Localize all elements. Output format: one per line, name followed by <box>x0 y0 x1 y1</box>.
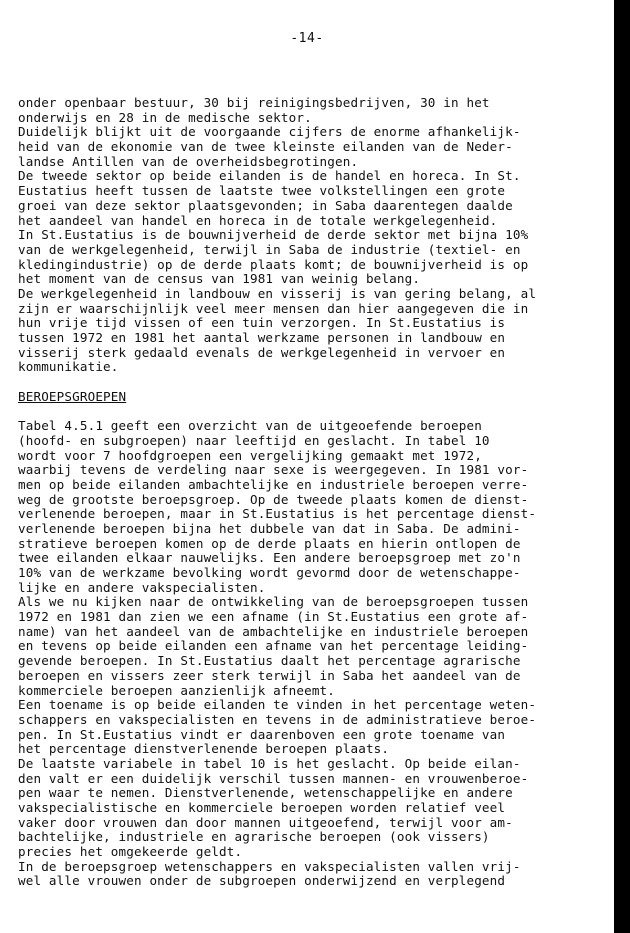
text-line: De werkgelegenheid in landbouw en visserij is van gering belang, al <box>18 285 537 301</box>
text-line: (hoofd- en subgroepen) naar leeftijd en geslacht. In tabel 10 <box>18 432 490 448</box>
text-line: Duidelijk blijkt uit de voorgaande cijfers de enorme afhankelijk- <box>18 124 521 140</box>
text-line: onder openbaar bestuur, 30 bij reinigingsbedrijven, 30 in het <box>18 95 490 110</box>
paragraph-occupations <box>18 419 603 889</box>
text-line: 1972 en 1981 dan zien we een afname (in St.Eustatius een grote af- <box>18 609 529 625</box>
page-number: -14- <box>290 31 324 46</box>
section-heading: BEROEPSGROEPEN <box>18 388 127 404</box>
text-line: In de beroepsgroep wetenschappers en vakspecialisten vallen vrij- <box>18 858 521 874</box>
blank-line <box>18 375 603 390</box>
text-line: twee eilanden elkaar nauwelijks. Een andere beroepsgroep met zo'n <box>18 550 521 566</box>
text-line: van de werkgelegenheid, terwijl in Saba de industrie (textiel- en <box>18 241 521 257</box>
text-line: stratieve beroepen komen op de derde plaats en hierin ontlopen de <box>18 535 521 551</box>
text-line: het percentage dienstverlenende beroepen plaats. <box>18 741 390 757</box>
text-line: kommunikatie. <box>18 359 119 375</box>
text-line: waarbij tevens de verdeling naar sexe is weergegeven. In 1981 vor- <box>18 462 529 478</box>
text-line: vakspecialistische en kommerciele beroepen worden relatief veel <box>18 800 506 815</box>
text-line: zijn er waarschijnlijk veel meer mensen dan hier aangegeven die in <box>18 300 529 316</box>
paragraph-economy <box>18 96 603 375</box>
text-line: kommerciele beroepen aanzienlijk afneemt. <box>18 682 336 698</box>
text-line: den valt er een duidelijk verschil tussen mannen- en vrouwenberoe- <box>18 770 529 786</box>
text-line: verlenende beroepen bijna het dubbele van dat in Saba. De admini- <box>18 520 521 536</box>
text-line: vaker door vrouwen dan door mannen uitgeoefend, terwijl voor am- <box>18 814 513 830</box>
text-line: verlenende beroepen, maar in St.Eustatius is het percentage dienst- <box>18 506 537 522</box>
text-line: onderwijs en 28 in de medische sektor. <box>18 109 312 125</box>
text-body <box>18 96 603 889</box>
text-line: De tweede sektor op beide eilanden is de handel en horeca. In St. <box>18 168 521 184</box>
text-line: lijke en andere vakspecialisten. <box>18 579 266 595</box>
text-line: pen waar te nemen. Dienstverlenende, wetenschappelijke en andere <box>18 785 513 801</box>
text-line: visserij sterk gedaald evenals de werkgelegenheid in vervoer en <box>18 344 506 360</box>
text-line: Een toename is op beide eilanden te vinden in het percentage weten- <box>18 697 537 713</box>
text-line: wel alle vrouwen onder de subgroepen onderwijzend en verplegend <box>18 873 506 889</box>
text-line: pen. In St.Eustatius vindt er daarenboven een grote toename van <box>18 726 506 742</box>
text-line: kledingindustrie) op de derde plaats komt; de bouwnijverheid is op <box>18 256 529 272</box>
text-line: en tevens op beide eilanden een afname van het percentage leiding- <box>18 638 529 654</box>
text-line: tussen 1972 en 1981 het aantal werkzame personen in landbouw en <box>18 330 506 345</box>
text-line: Als we nu kijken naar de ontwikkeling van de beroepsgroepen tussen <box>18 594 529 610</box>
blank-line <box>18 404 603 419</box>
text-line: men op beide eilanden ambachtelijke en industriele beroepen verre- <box>18 476 529 492</box>
text-line: In St.Eustatius is de bouwnijverheid de derde sektor met bijna 10% <box>18 227 529 243</box>
text-line: weg de grootste beroepsgroep. Op de tweede plaats komen de dienst- <box>18 491 529 507</box>
text-line: hun vrije tijd vissen of een tuin verzorgen. In St.Eustatius is <box>18 315 506 331</box>
text-line: Eustatius heeft tussen de laatste twee volkstellingen een grote <box>18 183 506 199</box>
text-line: bachtelijke, industriele en agrarische beroepen (ook vissers) <box>18 829 490 845</box>
text-line: name) van het aandeel van de ambachtelijke en industriele beroepen <box>18 623 529 639</box>
text-line: gevende beroepen. In St.Eustatius daalt het percentage agrarische <box>18 653 521 669</box>
text-line: De laatste variabele in tabel 10 is het geslacht. Op beide eilan- <box>18 755 521 771</box>
text-line: landse Antillen van de overheidsbegrotingen. <box>18 153 359 169</box>
text-line: 10% van de werkzame bevolking wordt gevormd door de wetenschappe- <box>18 565 521 580</box>
text-line: beroepen en vissers zeer sterk terwijl in Saba het aandeel van de <box>18 667 521 683</box>
text-line: het aandeel van handel en horeca in de totale werkgelegenheid. <box>18 212 498 228</box>
text-line: Tabel 4.5.1 geeft een overzicht van de uitgeoefende beroepen <box>18 418 482 434</box>
text-line: het moment van de census van 1981 van weinig belang. <box>18 271 421 287</box>
text-line: schappers en vakspecialisten en tevens in de administratieve beroe- <box>18 711 537 727</box>
text-line: precies het omgekeerde geldt. <box>18 844 243 860</box>
text-line: heid van de ekonomie van de twee kleinste eilanden van de Neder- <box>18 139 513 155</box>
text-line: wordt voor 7 hoofdgroepen een vergelijking gemaakt met 1972, <box>18 447 482 463</box>
text-line: groei van deze sektor plaatsgevonden; in Saba daarentegen daalde <box>18 197 513 213</box>
